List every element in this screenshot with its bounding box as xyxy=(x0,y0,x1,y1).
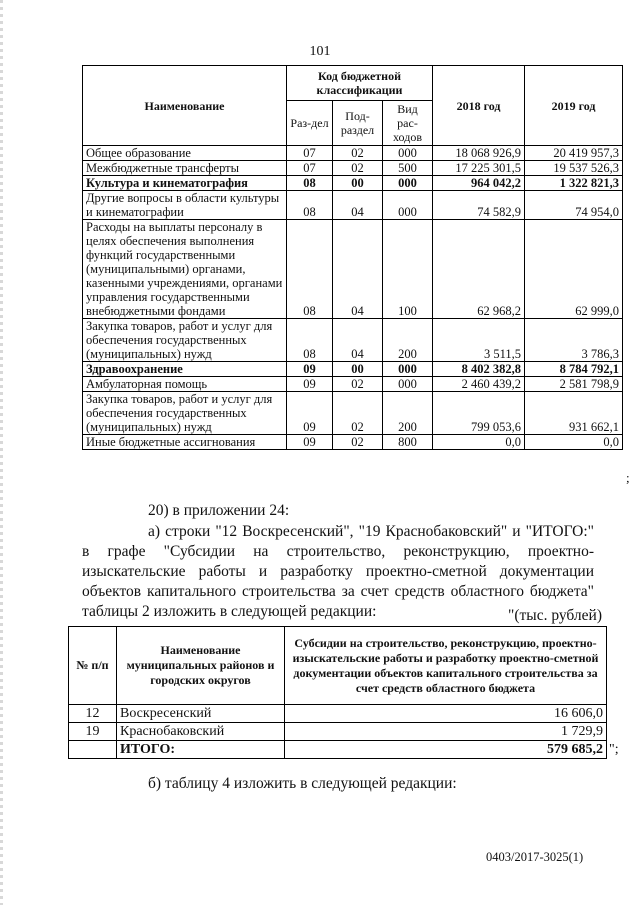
cell-name: Амбулаторная помощь xyxy=(83,377,287,392)
cell-name: Культура и кинематография xyxy=(83,176,287,191)
cell-podrazdel: 02 xyxy=(333,435,383,450)
cell-y2018: 8 402 382,8 xyxy=(433,362,525,377)
cell-vid: 200 xyxy=(383,319,433,362)
header-name: Наименование xyxy=(83,66,287,146)
cell-y2019: 0,0 xyxy=(525,435,623,450)
cell-podrazdel: 02 xyxy=(333,161,383,176)
scan-edge xyxy=(0,0,3,905)
table-row xyxy=(83,191,623,220)
cell-name: Закупка товаров, работ и услуг для обеспечения государственных (муниципальных) нужд xyxy=(83,392,287,435)
table-row xyxy=(83,319,623,362)
cell-vid: 000 xyxy=(383,146,433,161)
paragraph-20: 20) в приложении 24: xyxy=(148,502,290,519)
cell-podrazdel: 04 xyxy=(333,191,383,220)
cell-razdel: 08 xyxy=(287,191,333,220)
cell-razdel: 09 xyxy=(287,362,333,377)
cell-vid: 500 xyxy=(383,161,433,176)
cell-name: Другие вопросы в области культуры и кинематографии xyxy=(83,191,287,220)
cell-y2018: 2 460 439,2 xyxy=(433,377,525,392)
cell-name: Здравоохранение xyxy=(83,362,287,377)
cell-razdel: 08 xyxy=(287,319,333,362)
cell-y2019: 74 954,0 xyxy=(525,191,623,220)
cell-razdel: 09 xyxy=(287,392,333,435)
cell-y2019: 2 581 798,9 xyxy=(525,377,623,392)
cell-value: 16 606,0 xyxy=(285,705,607,723)
page-number: 101 xyxy=(309,44,331,59)
cell-podrazdel: 02 xyxy=(333,146,383,161)
cell-y2019: 19 537 526,3 xyxy=(525,161,623,176)
document-code: 0403/2017-3025(1) xyxy=(486,850,584,864)
header-vid: Вид рас-ходов xyxy=(383,101,433,146)
subsidy-table xyxy=(68,626,607,759)
cell-podrazdel: 04 xyxy=(333,319,383,362)
table-row xyxy=(69,705,607,723)
cell-y2018: 0,0 xyxy=(433,435,525,450)
cell-y2019: 8 784 792,1 xyxy=(525,362,623,377)
cell-y2018: 18 068 926,9 xyxy=(433,146,525,161)
cell-name: Закупка товаров, работ и услуг для обеспечения государственных (муниципальных) нужд xyxy=(83,319,287,362)
table-row xyxy=(69,723,607,741)
cell-razdel: 08 xyxy=(287,176,333,191)
header-2019: 2019 год xyxy=(525,66,623,146)
cell-razdel: 09 xyxy=(287,377,333,392)
table-row xyxy=(83,146,623,161)
cell-num: 19 xyxy=(69,723,117,741)
cell-podrazdel: 02 xyxy=(333,377,383,392)
subsidy-table-body xyxy=(69,705,607,759)
cell-y2018: 3 511,5 xyxy=(433,319,525,362)
cell-value: 1 729,9 xyxy=(285,723,607,741)
cell-name: ИТОГО: xyxy=(117,741,285,759)
table-row xyxy=(69,741,607,759)
table-row xyxy=(83,377,623,392)
cell-name: Иные бюджетные ассигнования xyxy=(83,435,287,450)
cell-y2018: 17 225 301,5 xyxy=(433,161,525,176)
cell-vid: 200 xyxy=(383,392,433,435)
cell-razdel: 07 xyxy=(287,161,333,176)
cell-name: Общее образование xyxy=(83,146,287,161)
cell-num xyxy=(69,741,117,759)
table-row xyxy=(83,161,623,176)
cell-podrazdel: 02 xyxy=(333,392,383,435)
cell-value: 579 685,2 xyxy=(285,741,607,759)
cell-y2019: 931 662,1 xyxy=(525,392,623,435)
paragraph-a: а) строки "12 Воскресенский", "19 Краснобаковский" и "ИТОГО:" в графе "Субсидии на строительство, реконструкцию, проектно-изыскательские работы и разработку проектно-сметной документации объектов капитального строительства за счет средств областного бюджета" таблицы 2 изложить в следующей редакции: xyxy=(82,523,594,620)
table1-trailing-mark: ; xyxy=(626,470,630,485)
cell-razdel: 08 xyxy=(287,220,333,319)
table-row xyxy=(83,392,623,435)
table-row xyxy=(83,362,623,377)
cell-y2018: 74 582,9 xyxy=(433,191,525,220)
table-row xyxy=(83,220,623,319)
cell-y2018: 964 042,2 xyxy=(433,176,525,191)
cell-y2019: 1 322 821,3 xyxy=(525,176,623,191)
table-row xyxy=(83,435,623,450)
header-2018: 2018 год xyxy=(433,66,525,146)
cell-y2019: 3 786,3 xyxy=(525,319,623,362)
cell-vid: 000 xyxy=(383,191,433,220)
header-razdel: Раз-дел xyxy=(287,101,333,146)
cell-y2019: 20 419 957,3 xyxy=(525,146,623,161)
cell-name: Расходы на выплаты персоналу в целях обеспечения выполнения функций государственными (муниципальными) органами, казенными учреждениями, органами управления государственными внебюджетными фондами xyxy=(83,220,287,319)
header-podrazdel: Под-раздел xyxy=(333,101,383,146)
cell-name: Краснобаковский xyxy=(117,723,285,741)
cell-razdel: 09 xyxy=(287,435,333,450)
cell-name: Межбюджетные трансферты xyxy=(83,161,287,176)
cell-vid: 000 xyxy=(383,377,433,392)
paragraph-b: б) таблицу 4 изложить в следующей редакции: xyxy=(148,775,457,792)
cell-y2018: 62 968,2 xyxy=(433,220,525,319)
unit-note: "(тыс. рублей) xyxy=(508,607,602,624)
cell-vid: 100 xyxy=(383,220,433,319)
header-code-group: Код бюджетной классификации xyxy=(287,66,433,101)
cell-podrazdel: 04 xyxy=(333,220,383,319)
header-num: № п/п xyxy=(69,627,117,705)
cell-vid: 000 xyxy=(383,176,433,191)
cell-vid: 800 xyxy=(383,435,433,450)
cell-y2019: 62 999,0 xyxy=(525,220,623,319)
budget-table xyxy=(82,65,623,450)
cell-podrazdel: 00 xyxy=(333,362,383,377)
cell-name: Воскресенский xyxy=(117,705,285,723)
budget-table-body xyxy=(83,146,623,450)
cell-num: 12 xyxy=(69,705,117,723)
header-subsidy: Субсидии на строительство, реконструкцию, проектно-изыскательские работы и разработку проектно-сметной документации объектов капитального строительства за счет средств областного бюджета xyxy=(285,627,607,705)
cell-podrazdel: 00 xyxy=(333,176,383,191)
cell-razdel: 07 xyxy=(287,146,333,161)
table-row xyxy=(83,176,623,191)
header-district-name: Наименование муниципальных районов и городских округов xyxy=(117,627,285,705)
cell-y2018: 799 053,6 xyxy=(433,392,525,435)
table2-trailing-mark: "; xyxy=(609,742,619,757)
cell-vid: 000 xyxy=(383,362,433,377)
